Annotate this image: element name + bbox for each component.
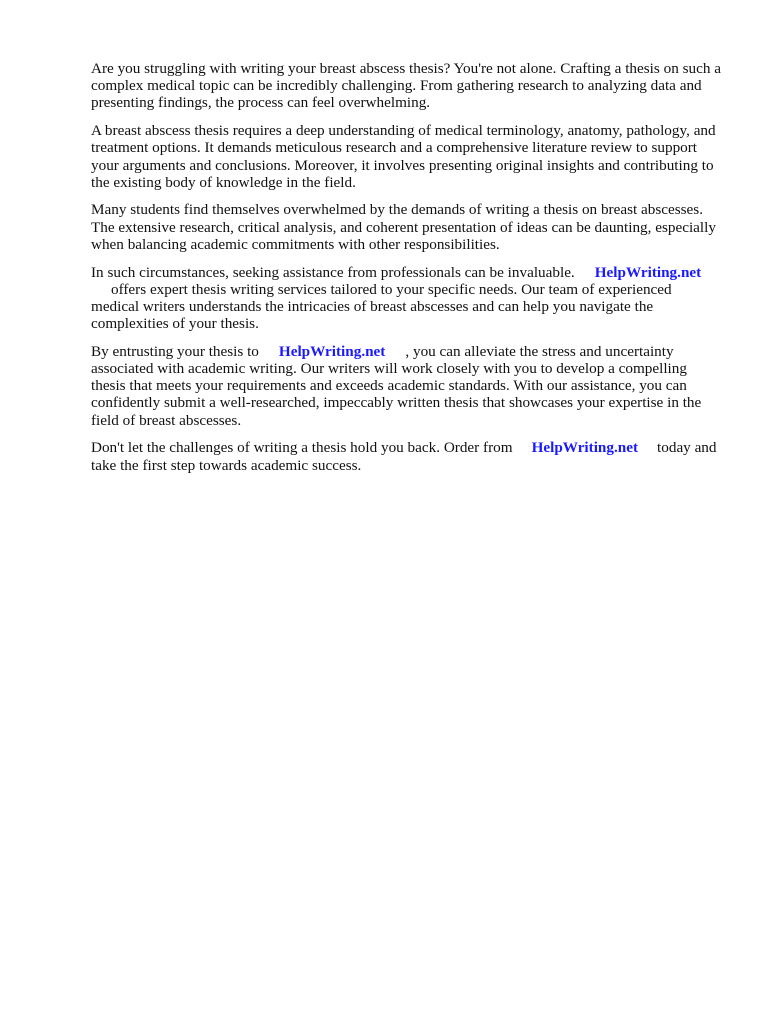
- paragraph-assistance: [91, 264, 721, 333]
- paragraph-intro: Are you struggling with writing your breast abscess thesis? You're not alone. Crafting a thesis on such a complex medical topic can be incredibly challenging. From gathering research to analyzing data and presenting findings, the process can feel overwhelming.: [91, 60, 721, 112]
- paragraph-challenges: Many students find themselves overwhelmed by the demands of writing a thesis on breast abscesses. The extensive research, critical analysis, and coherent presentation of ideas can be daunting, especially when balancing academic commitments with other responsibilities.: [91, 201, 716, 253]
- paragraph-cta-rest: today and take the first step towards academic success.: [91, 439, 717, 474]
- paragraph-assistance-rest: offers expert thesis writing services tailored to your specific needs. Our team of experienced medical writers understands the intricacies of breast abscesses and can help you navigate the complexities of your thesis.: [91, 280, 672, 333]
- helpwriting-link-2[interactable]: HelpWriting.net: [278, 342, 386, 360]
- paragraph-call-to-action: [91, 439, 721, 473]
- helpwriting-link-1[interactable]: HelpWriting.net: [594, 263, 702, 281]
- helpwriting-link-3[interactable]: HelpWriting.net: [531, 439, 639, 457]
- paragraph-requirements: A breast abscess thesis requires a deep understanding of medical terminology, anatomy, pathology, and treatment options. It demands meticulous research and a comprehensive literature review to support your arguments and conclusions. Moreover, it involves presenting original insights and contributing to the existing body of knowledge in the field.: [91, 122, 716, 191]
- paragraph-entrusting-lead: By entrusting your thesis to: [91, 342, 259, 360]
- paragraph-cta-lead: Don't let the challenges of writing a thesis hold you back. Order from: [91, 439, 513, 457]
- document-page: [91, 60, 721, 484]
- paragraph-entrusting: [91, 343, 721, 429]
- paragraph-assistance-lead: In such circumstances, seeking assistance from professionals can be invaluable.: [91, 263, 575, 281]
- paragraph-entrusting-rest: , you can alleviate the stress and uncertainty associated with academic writing. Our writers will work closely with you to develop a compelling thesis that meets your requirements and exceeds academic standards. With our assistance, you can confidently submit a well-researched, impeccably written thesis that showcases your expertise in the field of breast abscesses.: [91, 342, 702, 429]
